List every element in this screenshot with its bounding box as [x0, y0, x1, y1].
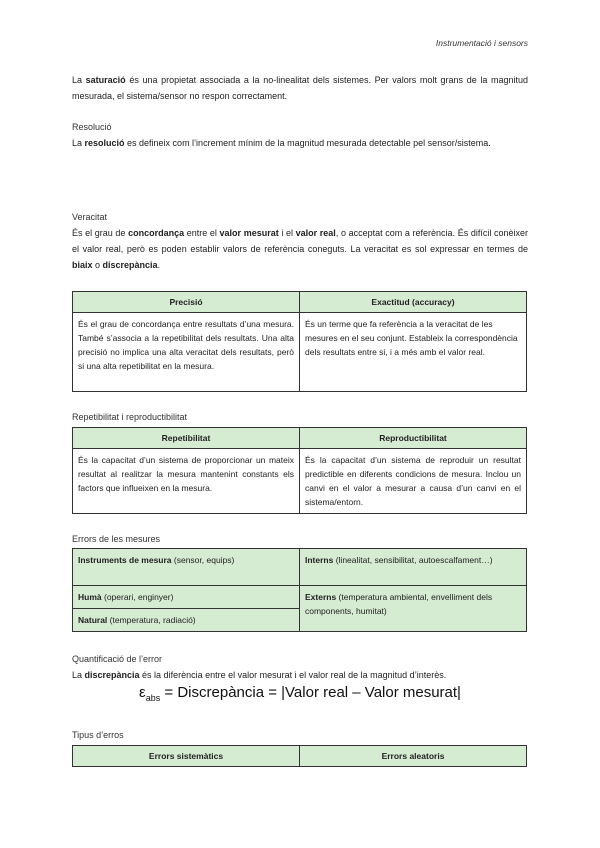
- precisio-header: Precisió: [73, 292, 300, 313]
- repetibilitat-header: Repetibilitat: [73, 428, 300, 449]
- repetibilitat-heading: Repetibilitat i reproductibilitat: [72, 412, 188, 422]
- instruments-cell: Instruments de mesura (sensor, equips): [73, 549, 300, 586]
- precisio-exactitud-table: [72, 291, 527, 392]
- reproductibilitat-cell: És la capacitat d’un sistema de reproduir un resultat predictible en diferents condicions de mesura. Inclou un canvi en el valor a mesurar a causa d’un canvi en el sistema/entorn.: [300, 449, 527, 514]
- exactitud-header: Exactitud (accuracy): [300, 292, 527, 313]
- page-header: Instrumentació i sensors: [435, 38, 528, 48]
- resolucio-heading: Resolució: [72, 122, 112, 132]
- discrepancia-formula: $\varepsilon_{abs}$ = Discrepància = |Valor real – Valor mesurat|: [139, 684, 461, 703]
- reproductibilitat-header: Reproductibilitat: [300, 428, 527, 449]
- veracitat-heading: Veracitat: [72, 212, 108, 222]
- errors-aleatoris-header: Errors aleatoris: [300, 746, 527, 767]
- tipus-heading: Tipus d’erros: [72, 730, 124, 740]
- saturacio-paragraph: La saturació és una propietat associada a la no-linealitat dels sistemes. Per valors molt grans de la magnitud mesurada, el sistema/sensor no respon correctament.: [72, 75, 528, 101]
- precisio-cell: És el grau de concordança entre resultats d’una mesura. També s’associa a la repetibilitat dels resultats. Una alta precisió no implica una alta veracitat dels resultats, però si una alta repetibilitat en la mesura.: [73, 313, 300, 392]
- veracitat-paragraph: És el grau de concordança entre el valor mesurat i el valor real, o acceptat com a referència. És difícil conèixer el valor real, però es poden establir valors de referència coneguts. La veracitat es sol expressar en termes de biaix o discrepància.: [72, 228, 528, 270]
- natural-cell: Natural (temperatura, radiació): [73, 609, 300, 632]
- errors-heading: Errors de les mesures: [72, 534, 161, 544]
- repetibilitat-cell: És la capacitat d’un sistema de proporcionar un mateix resultat al realitzar la mesura mantenint constants els factors que influeixen en la mesura.: [73, 449, 300, 514]
- repetibilitat-table: [72, 427, 527, 514]
- errors-table: [72, 548, 527, 632]
- externs-cell: Externs (temperatura ambiental, envelliment dels components, humitat): [300, 586, 527, 632]
- errors-sistematics-header: Errors sistemàtics: [73, 746, 300, 767]
- discrepancia-paragraph: La discrepància és la diferència entre el valor mesurat i el valor real de la magnitud d’interès.: [72, 670, 447, 680]
- exactitud-cell: És un terme que fa referència a la veracitat de les mesures en el seu conjunt. Estableix la correspondència dels resultats entre si, i a més amb el valor real.: [300, 313, 527, 392]
- interns-cell: Interns (linealitat, sensibilitat, autoescalfament…): [300, 549, 527, 586]
- huma-cell: Humà (operari, enginyer): [73, 586, 300, 609]
- quantificacio-heading: Quantificació de l’error: [72, 654, 163, 664]
- resolucio-paragraph: La resolució es defineix com l’increment mínim de la magnitud mesurada detectable pel sensor/sistema.: [72, 138, 491, 148]
- tipus-errors-table: [72, 745, 527, 767]
